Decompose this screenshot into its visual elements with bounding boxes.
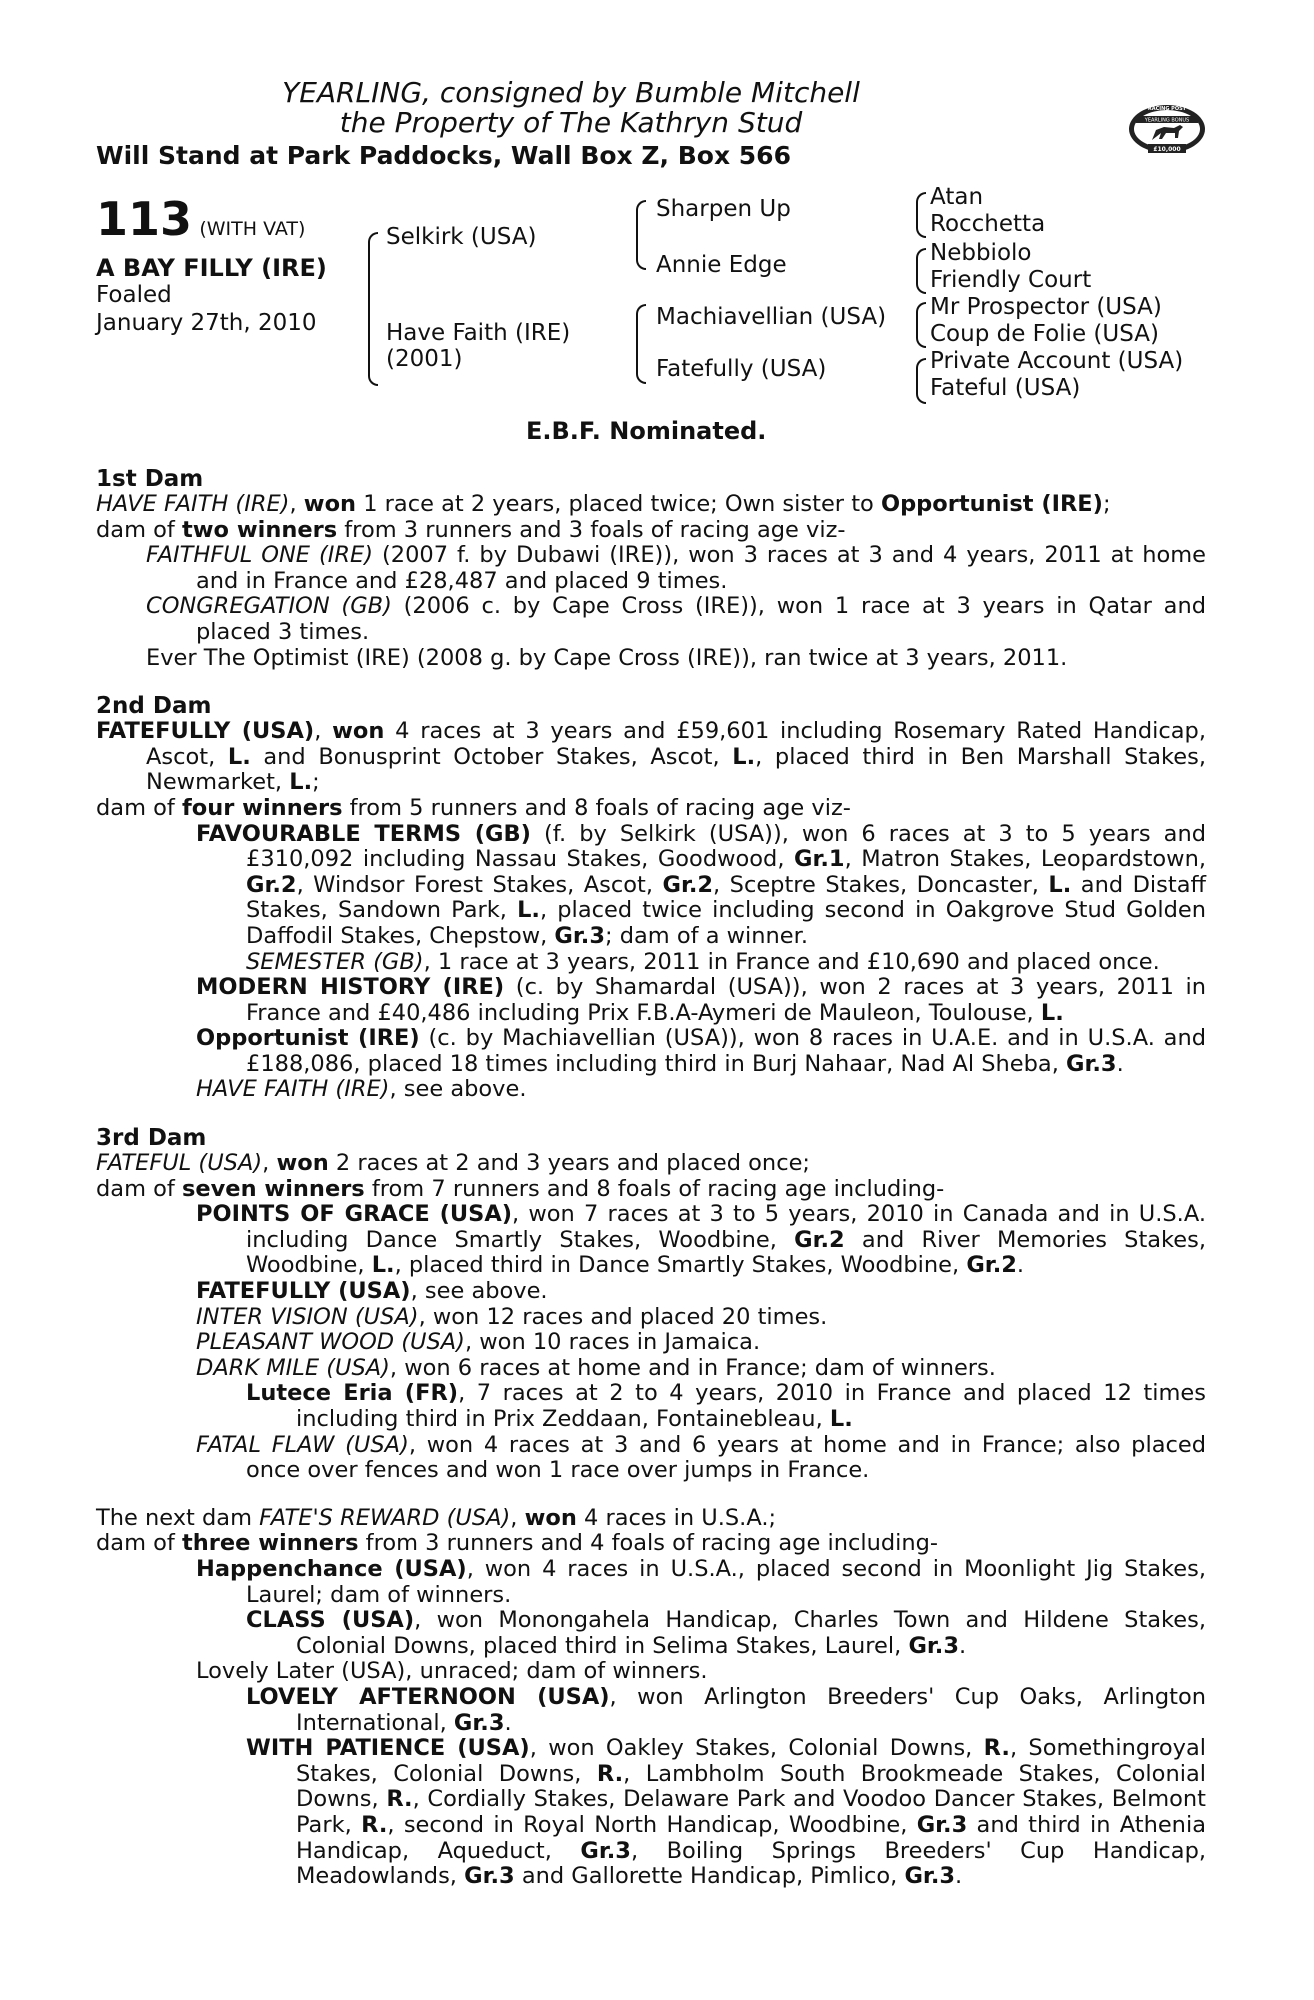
gg-bracket-1 — [916, 192, 926, 238]
first-dam-produce-summary: dam of two winners from 3 runners and 3 foals of racing age viz- — [96, 516, 846, 543]
third-dam-runner-1: POINTS OF GRACE (USA), won 7 races at 3 to 5 years, 2010 in Canada and in U.S.A. including Dance Smartly Stakes, Woodbine, Gr.2 and River Memories Stakes, Woodbine, L., placed third in Dance Smartly Stakes, Woodbine, Gr.2. — [196, 1201, 1207, 1279]
gg-2: Rocchetta — [930, 211, 1046, 237]
badge-amount-text: £10,000 — [1153, 146, 1181, 153]
badge-top-text: RACING POST — [1147, 106, 1187, 112]
next-dam-grandproduce-3: WITH PATIENCE (USA), won Oakley Stakes, Colonial Downs, R., Somethingroyal Stakes, Colonial Downs, R., Lambholm South Brookmeade Stakes, Colonial Downs, R., Cordially Stakes, Delaware Park and Voodoo Dancer Stakes, Belmont Park, R., second in Royal North Handicap, Woodbine, Gr.3 and third in Athenia Handicap, Aqueduct, Gr.3, Boiling Springs Breeders' Cup Handicap, Meadowlands, Gr.3 and Gallorette Handicap, Pimlico, Gr.3. — [246, 1735, 1207, 1890]
first-dam-runner-3: Ever The Optimist (IRE) (2008 g. by Cape Cross (IRE)), ran twice at 3 years, 2011. — [146, 644, 1068, 671]
yearling-bonus-badge-icon — [1126, 100, 1208, 158]
second-dam-produce-summary: dam of four winners from 5 runners and 8 foals of racing age viz- — [96, 794, 851, 821]
dam-line-bracket — [636, 304, 646, 384]
third-dam-grandproduce-1: Lutece Eria (FR), 7 races at 2 to 4 years, 2010 in France and placed 12 times including third in Prix Zeddaan, Fontainebleau, L. — [246, 1380, 1206, 1432]
granddam-1: Annie Edge — [656, 252, 787, 278]
grandsire-1: Sharpen Up — [656, 196, 791, 222]
gg-bracket-2 — [916, 248, 926, 294]
vat-note: (WITH VAT) — [199, 218, 306, 240]
sire-dam-bracket — [368, 232, 378, 386]
third-dam-section — [96, 1125, 1206, 1484]
header-property: the Property of The Kathryn Stud — [339, 106, 803, 139]
foaled-label: Foaled — [96, 282, 172, 308]
third-dam-runner-2: FATEFULLY (USA), see above. — [196, 1278, 548, 1305]
next-dam-runner-2: Lovely Later (USA), unraced; dam of winners. — [196, 1658, 708, 1685]
gg-1: Atan — [930, 184, 984, 210]
gg-bracket-3 — [916, 302, 926, 348]
first-dam-section — [96, 466, 1206, 671]
second-dam-runner-3: Opportunist (IRE) (c. by Machiavellian (USA)), won 8 races in U.A.E. and in U.S.A. and £188,086, placed 18 times including third in Burj Nahaar, Nad Al Sheba, Gr.3. — [196, 1025, 1207, 1077]
next-dam-section — [96, 1506, 1206, 1890]
third-dam-runner-5: DARK MILE (USA), won 6 races at home and in France; dam of winners. — [196, 1354, 996, 1381]
gg-7: Private Account (USA) — [930, 348, 1184, 374]
first-dam-runner-1: FAITHFUL ONE (IRE) (2007 f. by Dubawi (IRE)), won 3 races at 3 and 4 years, 2011 at home and in France and £28,487 and placed 9 times. — [146, 542, 1206, 594]
gg-6: Coup de Folie (USA) — [930, 321, 1159, 347]
second-dam-runner-1: FAVOURABLE TERMS (GB) (f. by Selkirk (USA)), won 6 races at 3 to 5 years and £310,092 including Nassau Stakes, Goodwood, Gr.1, Matron Stakes, Leopardstown, Gr.2, Windsor Forest Stakes, Ascot, Gr.2, Sceptre Stakes, Doncaster, L. and Distaff Stakes, Sandown Park, L., placed twice including second in Oakgrove Stud Golden Daffodil Stakes, Chepstow, Gr.3; dam of a winner. — [196, 820, 1206, 949]
badge-mid-text: YEARLING BONUS — [1144, 117, 1190, 124]
gg-5: Mr Prospector (USA) — [930, 294, 1162, 320]
gg-3: Nebbiolo — [930, 240, 1032, 266]
second-dam-heading: 2nd Dam — [96, 693, 212, 720]
dam-year: (2001) — [386, 346, 463, 372]
sire: Selkirk (USA) — [386, 224, 537, 250]
foaled-date: January 27th, 2010 — [96, 310, 317, 336]
dam: Have Faith (IRE) — [386, 320, 571, 346]
catalogue-page — [96, 78, 1206, 1890]
next-dam-produce-summary: dam of three winners from 3 runners and 4 foals of racing age including- — [96, 1530, 939, 1557]
grandsire-2: Machiavellian (USA) — [656, 304, 887, 330]
third-dam-record: FATEFUL (USA), won 2 races at 2 and 3 years and placed once; — [96, 1150, 810, 1177]
header-consignor: YEARLING, consigned by Bumble Mitchell — [282, 76, 860, 109]
second-dam-grandproduce-1: SEMESTER (GB), 1 race at 3 years, 2011 in France and £10,690 and placed once. — [246, 948, 1160, 975]
gg-8: Fateful (USA) — [930, 375, 1081, 401]
third-dam-runner-4: PLEASANT WOOD (USA), won 10 races in Jamaica. — [196, 1329, 761, 1356]
second-dam-runner-2: MODERN HISTORY (IRE) (c. by Shamardal (USA)), won 2 races at 3 years, 2011 in France and £40,486 including Prix F.B.A-Aymeri de Mauleon, Toulouse, L. — [196, 974, 1206, 1026]
next-dam-runner-1: Happenchance (USA), won 4 races in U.S.A., placed second in Moonlight Jig Stakes, Laurel; dam of winners. — [196, 1555, 1206, 1608]
next-dam-grandproduce-2: LOVELY AFTERNOON (USA), won Arlington Breeders' Cup Oaks, Arlington International, Gr.3. — [246, 1683, 1206, 1736]
third-dam-produce-summary: dam of seven winners from 7 runners and 8 foals of racing age including- — [96, 1175, 945, 1202]
lot-number: 113 — [96, 192, 193, 246]
ebf-nominated: E.B.F. Nominated. — [526, 417, 767, 445]
sire-line-bracket — [636, 200, 646, 270]
next-dam-record: The next dam FATE'S REWARD (USA), won 4 races in U.S.A.; — [96, 1504, 777, 1531]
third-dam-heading: 3rd Dam — [96, 1125, 207, 1152]
second-dam-section — [96, 693, 1206, 1103]
header-stand: Will Stand at Park Paddocks, Wall Box Z, Box 566 — [96, 141, 791, 170]
next-dam-grandproduce-1: CLASS (USA), won Monongahela Handicap, Charles Town and Hildene Stakes, Colonial Downs, placed third in Selima Stakes, Laurel, Gr.3. — [246, 1607, 1207, 1659]
first-dam-record: HAVE FAITH (IRE), won 1 race at 2 years, placed twice; Own sister to Opportunist (IRE); — [96, 491, 1111, 517]
pedigree-block — [96, 184, 1206, 482]
second-dam-runner-4: HAVE FAITH (IRE), see above. — [196, 1076, 527, 1103]
gg-bracket-4 — [916, 358, 926, 404]
third-dam-runner-3: INTER VISION (USA), won 12 races and placed 20 times. — [196, 1303, 828, 1330]
second-dam-record: FATEFULLY (USA), won 4 races at 3 years and £59,601 including Rosemary Rated Handicap, Ascot, L. and Bonusprint October Stakes, Ascot, L., placed third in Ben Marshall Stakes, Newmarket, L.; — [96, 718, 1206, 796]
first-dam-runner-2: CONGREGATION (GB) (2006 c. by Cape Cross (IRE)), won 1 race at 3 years in Qatar and placed 3 times. — [146, 593, 1206, 645]
third-dam-runner-6: FATAL FLAW (USA), won 4 races at 3 and 6 years at home and in France; also placed once over fences and won 1 race over jumps in France. — [196, 1431, 1207, 1484]
first-dam-heading: 1st Dam — [96, 466, 204, 492]
lot-name: A BAY FILLY (IRE) — [96, 254, 327, 282]
gg-4: Friendly Court — [930, 267, 1092, 293]
granddam-2: Fatefully (USA) — [656, 356, 827, 382]
